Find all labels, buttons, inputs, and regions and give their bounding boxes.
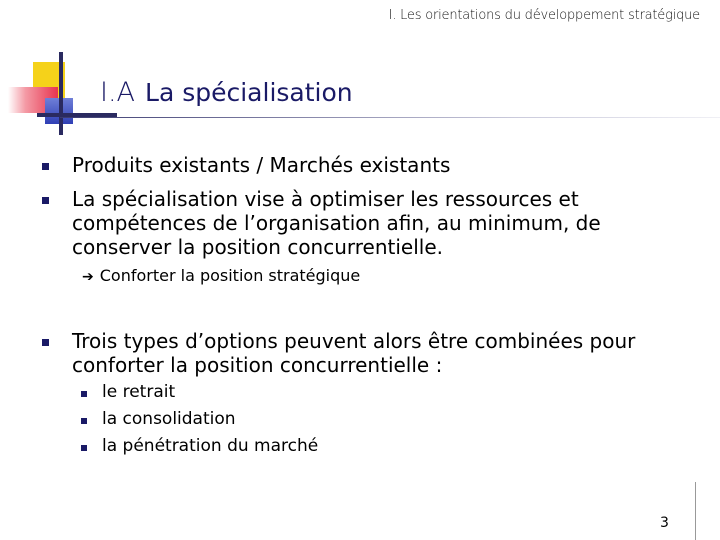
- title-underline: [60, 117, 720, 118]
- square-bullet-icon: [42, 197, 49, 204]
- square-bullet-icon: [42, 163, 49, 170]
- conclusion-line: [82, 266, 360, 285]
- right-arrow-icon: ➔: [82, 269, 94, 285]
- bullet-text: Produits existants / Marchés existants: [72, 153, 451, 177]
- section-header: I. Les orientations du développement stratégique: [388, 8, 700, 23]
- logo-vertical-line: [59, 52, 63, 135]
- slide-title-text: La spécialisation: [145, 78, 353, 107]
- square-bullet-icon: [81, 418, 87, 424]
- square-bullet-icon: [42, 339, 49, 346]
- footer-divider: [695, 482, 696, 540]
- square-bullet-icon: [81, 391, 87, 397]
- square-bullet-icon: [81, 445, 87, 451]
- option-item: la pénétration du marché: [102, 436, 319, 456]
- bullet-text: La spécialisation vise à optimiser les ressources et compétences de l’organisation afin, au minimum, de conserver la position concurrentielle.: [72, 187, 601, 259]
- bullet-text: Trois types d’options peuvent alors être combinées pour conforter la position concurrentielle :: [72, 329, 636, 377]
- option-item: le retrait: [102, 382, 176, 402]
- page-number: 3: [660, 515, 669, 531]
- slide-title: [100, 77, 353, 108]
- option-item: la consolidation: [102, 409, 236, 429]
- slide-title-number: I.A: [100, 77, 136, 108]
- conclusion-text: Conforter la position stratégique: [99, 266, 361, 285]
